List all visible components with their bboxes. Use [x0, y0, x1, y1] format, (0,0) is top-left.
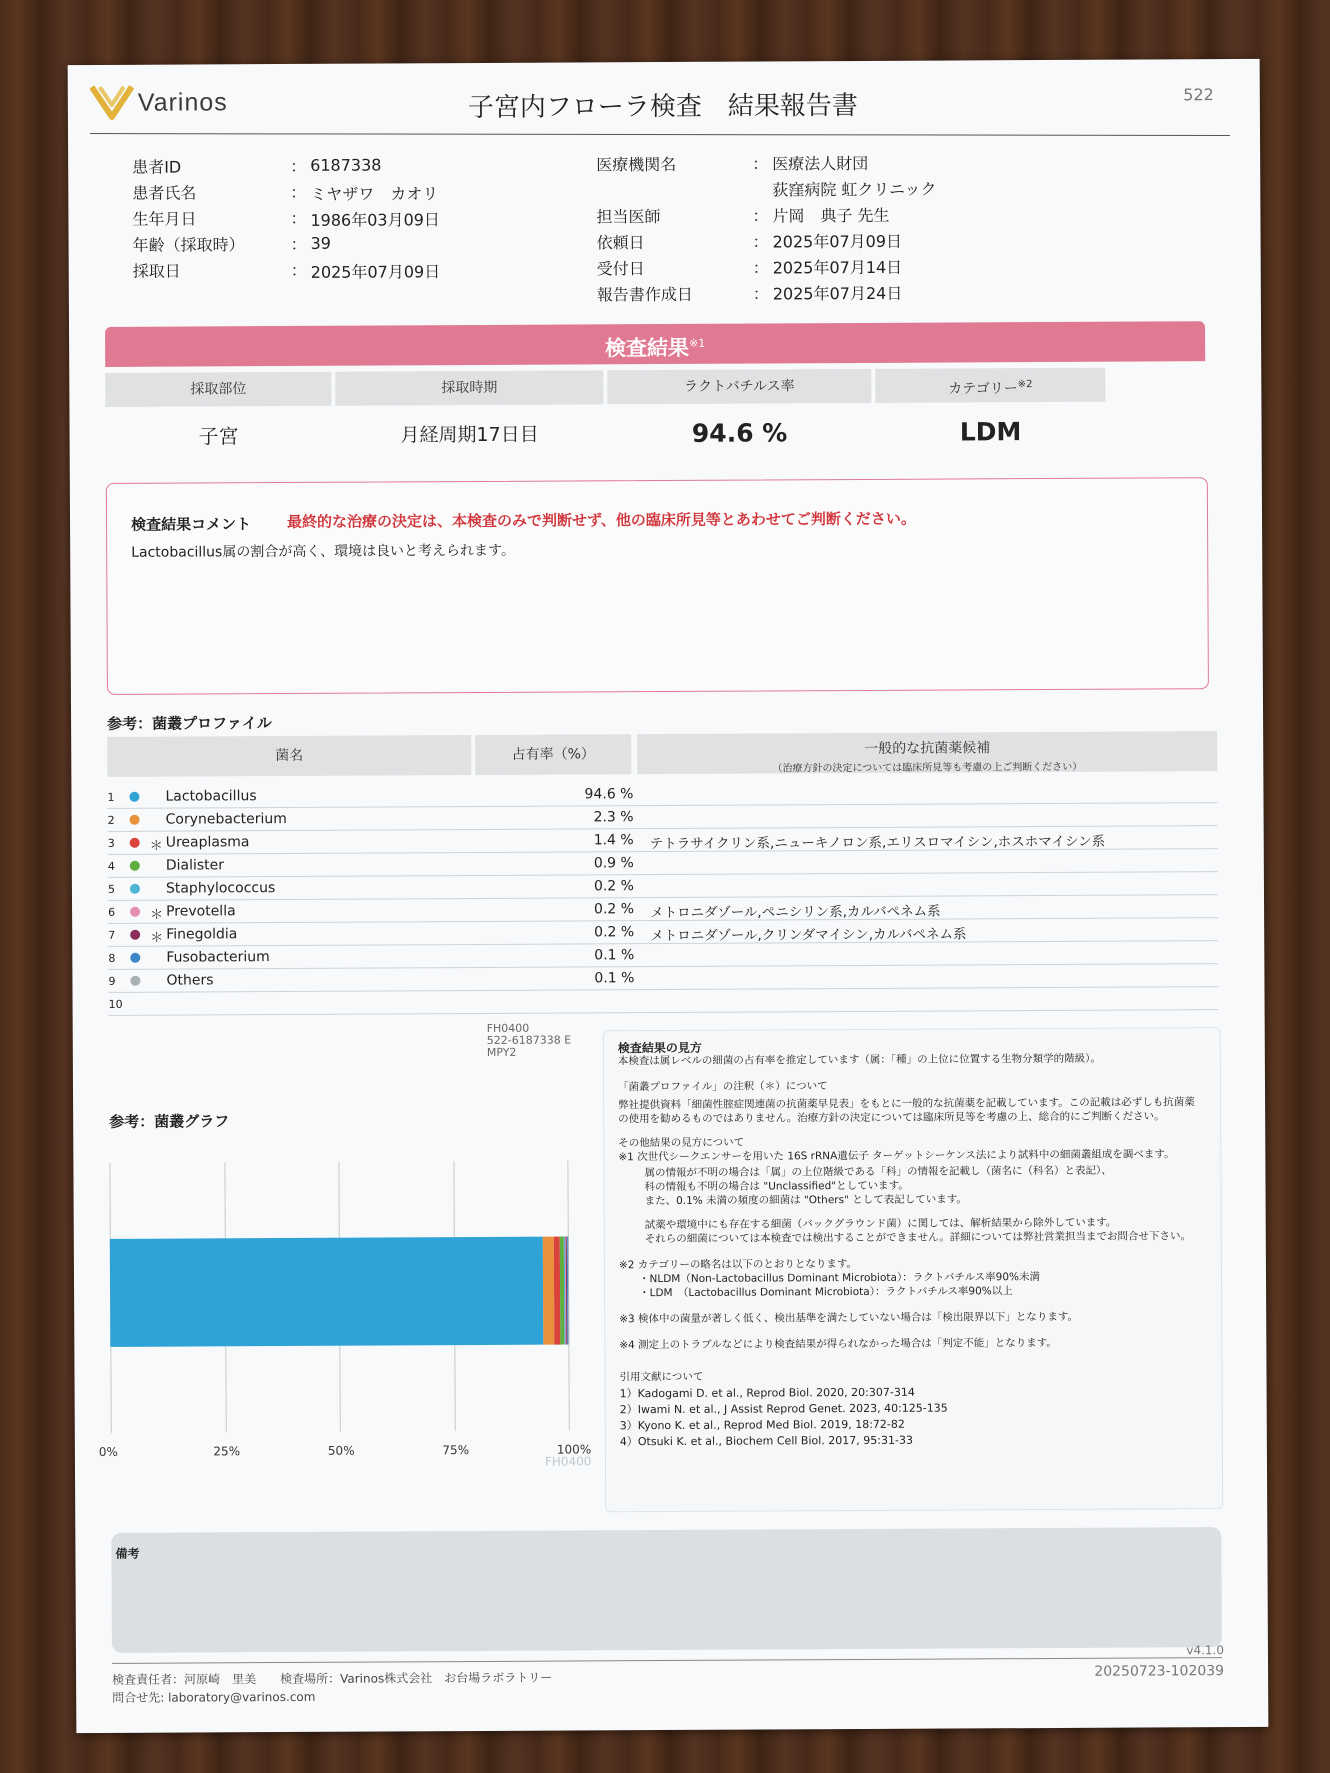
institution-field-value: 2025年07月24日	[772, 283, 903, 304]
occupancy-rate: 0.2 %	[593, 901, 635, 918]
note-line: 引用文献について	[619, 1370, 704, 1384]
bar-segment-corynebacterium	[543, 1237, 554, 1345]
institution-field-label: 依頼日	[596, 233, 645, 253]
drug-header-note: （治療方針の決定については臨床所見等も考慮の上ご判断ください）	[772, 761, 1083, 775]
note-line: 2）Iwami N. et al., J Assist Reprod Genet. 2023, 40:125-135	[619, 1401, 948, 1417]
institution-field-value: 医療法人財団	[772, 153, 869, 174]
note-line: ※1 次世代シークエンサーを用いた 16S rRNA遺伝子 ターゲットシーケンス法により試料中の細菌叢組成を調べます。	[618, 1148, 1175, 1164]
institution-field-value: 2025年07月09日	[772, 231, 903, 252]
occupancy-rate: 0.1 %	[594, 970, 635, 987]
result-comment-box	[106, 477, 1209, 695]
legend-dot-icon	[129, 792, 139, 802]
category-note: ※2	[1017, 379, 1033, 391]
note-line: また、0.1% 未満の頻度の細菌は "Others" として表記しています。	[644, 1193, 967, 1208]
field-colon: ：	[290, 156, 307, 176]
bacteria-name: Dialister	[165, 857, 225, 874]
warning-mark: ＊	[150, 907, 164, 923]
bacteria-name: Corynebacterium	[165, 810, 287, 828]
field-colon: ：	[290, 182, 307, 202]
row-number: 7	[108, 928, 116, 942]
field-colon: ：	[752, 154, 769, 174]
page-number: 522	[1183, 85, 1214, 105]
comment-title: 検査結果コメント	[131, 515, 252, 534]
profile-section-title: 参考：菌叢プロファイル	[107, 714, 272, 733]
footer-divider	[112, 1657, 1222, 1664]
row-number: 2	[107, 813, 115, 827]
legend-dot-icon	[130, 907, 140, 917]
comment-text: Lactobacillus属の割合が高く、環境は良いと考えられます。	[131, 542, 515, 561]
bacteria-name: Lactobacillus	[165, 788, 257, 805]
occupancy-rate: 0.9 %	[593, 855, 634, 872]
note-line: 1）Kadogami D. et al., Reprod Biol. 2020, 20:307-314	[619, 1385, 915, 1401]
note-line: 「菌叢プロファイル」の注釈（＊）について	[617, 1080, 828, 1094]
x-tick-label: 100%	[556, 1442, 592, 1457]
note-line: 試薬や環境中にも存在する細菌（バックグラウンド菌）に関しては、解析結果から除外しています。	[644, 1216, 1117, 1232]
remarks-title: 備考	[115, 1546, 140, 1561]
institution-field-label: 医療機関名	[596, 154, 677, 175]
occupancy-rate: 1.4 %	[593, 832, 634, 849]
legend-dot-icon	[130, 930, 140, 940]
row-number: 9	[108, 974, 116, 988]
drug-header-label: 一般的な抗菌薬候補	[864, 740, 991, 757]
profile-header-drug	[637, 731, 1217, 774]
note-line: 科の情報も不明の場合は "Unclassified"としています。	[644, 1179, 909, 1194]
version: v4.1.0	[1186, 1643, 1224, 1658]
institution-info	[596, 150, 1057, 322]
notes-title: 検査結果の見方	[617, 1040, 702, 1056]
x-tick-label: 25%	[213, 1444, 241, 1459]
patient-info	[132, 152, 593, 294]
table-row	[108, 986, 1218, 1016]
row-number: 6	[108, 905, 116, 919]
bacteria-name: Finegoldia	[166, 926, 238, 943]
note-line: 3）Kyono K. et al., Reprod Med Biol. 2019, 18:72-82	[619, 1417, 905, 1433]
note-line: ・LDM （Lactobacillus Dominant Microbiota）：ラクトバチルス率90%以上	[639, 1285, 1013, 1300]
x-tick-label: 75%	[442, 1443, 470, 1458]
occupancy-rate: 94.6 %	[584, 786, 634, 803]
remarks-box	[111, 1527, 1222, 1653]
sample-code-line: 522-6187338 E	[486, 1033, 572, 1047]
footer-contact: 問合せ先: laboratory@varinos.com	[112, 1689, 316, 1705]
patient-field-label: 年齢（採取時）	[132, 235, 245, 255]
legend-dot-icon	[130, 884, 140, 894]
result-timing-value: 月経周期17日目	[400, 423, 539, 447]
note-line: ※4 測定上のトラブルなどにより検査結果が得られなかった場合は「判定不能」となります。	[619, 1336, 1057, 1352]
note-line: ※2 カテゴリーの略名は以下のとおりとなります。	[618, 1258, 858, 1272]
legend-dot-icon	[130, 953, 140, 963]
note-line: 4）Otsuki K. et al., Biochem Cell Biol. 2017, 95:31-33	[619, 1433, 913, 1449]
result-header	[105, 321, 1205, 367]
note-line: ・NLDM（Non-Lactobacillus Dominant Microbiota）：ラクトバチルス率90%未満	[638, 1271, 1041, 1286]
legend-dot-icon	[130, 838, 140, 848]
sample-code	[487, 1023, 572, 1059]
field-colon: ：	[290, 208, 307, 228]
patient-field-value: 2025年07月09日	[310, 262, 441, 282]
note-line: ※3 検体中の菌量が著しく低く、検出基準を満たしていない場合は「検出限界以下」となります。	[619, 1310, 1079, 1326]
bar-segment-lactobacillus	[110, 1237, 544, 1347]
patient-field-label: 患者ID	[132, 157, 182, 177]
patient-field-label: 採取日	[132, 261, 181, 281]
document-title: 子宮内フローラ検査 結果報告書	[467, 90, 858, 124]
row-number: 4	[107, 859, 115, 873]
bacteria-name: Others	[166, 972, 214, 989]
row-number: 8	[108, 951, 116, 965]
flora-stacked-bar-chart	[98, 1161, 592, 1459]
row-number: 10	[108, 997, 123, 1011]
patient-field-value: 6187338	[310, 155, 382, 175]
occupancy-rate: 0.2 %	[594, 924, 635, 941]
graph-watermark: FH0400	[544, 1454, 592, 1469]
institution-field-value: 片岡 典子 先生	[772, 205, 890, 226]
profile-header-name: 菌名	[107, 735, 471, 777]
note-line: 本検査は属レベルの細菌の占有率を推定しています（属：「種」の上位に位置する生物分類学的階級）。	[617, 1052, 1101, 1068]
x-tick-label: 0%	[98, 1444, 118, 1459]
patient-field-value: 39	[310, 233, 331, 253]
warning-mark: ＊	[150, 930, 164, 946]
field-colon: ：	[752, 258, 769, 278]
institution-field-label: 担当医師	[596, 207, 661, 227]
x-tick-label: 50%	[327, 1443, 355, 1458]
occupancy-rate: 2.3 %	[593, 809, 634, 826]
footer-responsible: 検査責任者：河原崎 里美 検査場所：Varinos株式会社 お台場ラボラトリー	[112, 1670, 553, 1687]
profile-header-rate: 占有率（%）	[475, 734, 631, 775]
bacteria-name: Prevotella	[166, 903, 236, 920]
legend-dot-icon	[130, 815, 140, 825]
patient-field-label: 患者氏名	[132, 183, 197, 203]
result-header-lacto-rate: ラクトバチルス率	[607, 369, 871, 404]
institution-field-value: 2025年07月14日	[772, 257, 903, 278]
header-divider	[90, 133, 1230, 136]
antibiotic-candidates: メトロニダゾール,クリンダマイシン,カルバペネム系	[650, 926, 967, 945]
legend-dot-icon	[130, 976, 140, 986]
graph-section-title: 参考：菌叢グラフ	[109, 1112, 230, 1131]
institution-field-label: 受付日	[596, 259, 645, 279]
antibiotic-candidates: メトロニダゾール,ペニシリン系,カルバペネム系	[650, 903, 941, 922]
result-site-value: 子宮	[198, 424, 239, 449]
comment-warning: 最終的な治療の決定は、本検査のみで判断せず、他の臨床所見等とあわせてご判断ください。	[286, 509, 916, 531]
legend-dot-icon	[130, 861, 140, 871]
note-line: それらの細菌については本検査では検出することができません。詳細については弊社営業担当までお問合せ下さい。	[644, 1230, 1192, 1246]
note-line: の使用を勧めるものではありません。治療方針の決定については臨床所見等を考慮の上、総合的にご判断ください。	[618, 1110, 1165, 1126]
patient-field-value: 1986年03月09日	[310, 210, 440, 230]
bacteria-name: Staphylococcus	[165, 880, 276, 897]
bacteria-name: Fusobacterium	[166, 949, 270, 966]
result-category-value: LDM	[959, 417, 1022, 447]
how-to-read-notes	[603, 1027, 1224, 1512]
institution-field-label: 報告書作成日	[596, 284, 693, 305]
note-line: 弊社提供資料「細菌性腟症関連菌の抗菌薬早見表」をもとに一般的な抗菌薬を記載しています。この記載は必ずしも抗菌薬	[618, 1096, 1195, 1112]
result-title: 検査結果	[604, 335, 690, 361]
occupancy-rate	[499, 993, 635, 994]
result-lacto-rate-value: 94.6 %	[691, 418, 788, 448]
field-colon: ：	[752, 284, 769, 304]
field-colon: ：	[290, 260, 307, 280]
category-label: カテゴリー	[948, 380, 1018, 398]
note-line: 属の情報が不明の場合は「属」の上位階級である「科」の情報を記載し（菌名に（科名）と表記）、	[644, 1164, 1112, 1180]
sample-code-line: FH0400	[486, 1021, 530, 1035]
institution-field-value: 荻窪病院 虹クリニック	[772, 179, 937, 200]
result-header-timing: 採取時期	[335, 370, 603, 405]
occupancy-rate: 0.1 %	[594, 947, 635, 964]
brand-name: Varinos	[137, 88, 228, 117]
field-colon: ：	[752, 206, 769, 226]
patient-field-label: 生年月日	[132, 209, 197, 229]
antibiotic-candidates: テトラサイクリン系,ニューキノロン系,エリスロマイシン,ホスホマイシン系	[649, 833, 1106, 853]
footer-timestamp: 20250723-102039	[1094, 1663, 1225, 1680]
field-colon: ：	[290, 234, 307, 254]
warning-mark: ＊	[149, 838, 163, 854]
note-line: その他結果の見方について	[618, 1136, 745, 1150]
row-number: 5	[107, 882, 115, 896]
bacteria-name: Ureaplasma	[165, 834, 250, 851]
sample-code-line: MPY2	[486, 1045, 517, 1059]
report-paper	[68, 59, 1269, 1733]
field-colon: ：	[752, 232, 769, 252]
row-number: 3	[107, 836, 115, 850]
result-title-note: ※1	[688, 336, 706, 350]
result-header-site: 採取部位	[105, 372, 331, 407]
occupancy-rate: 0.2 %	[593, 878, 634, 895]
patient-field-value: ミヤザワ カオリ	[310, 184, 439, 204]
result-header-category	[875, 368, 1105, 403]
row-number: 1	[107, 790, 115, 804]
